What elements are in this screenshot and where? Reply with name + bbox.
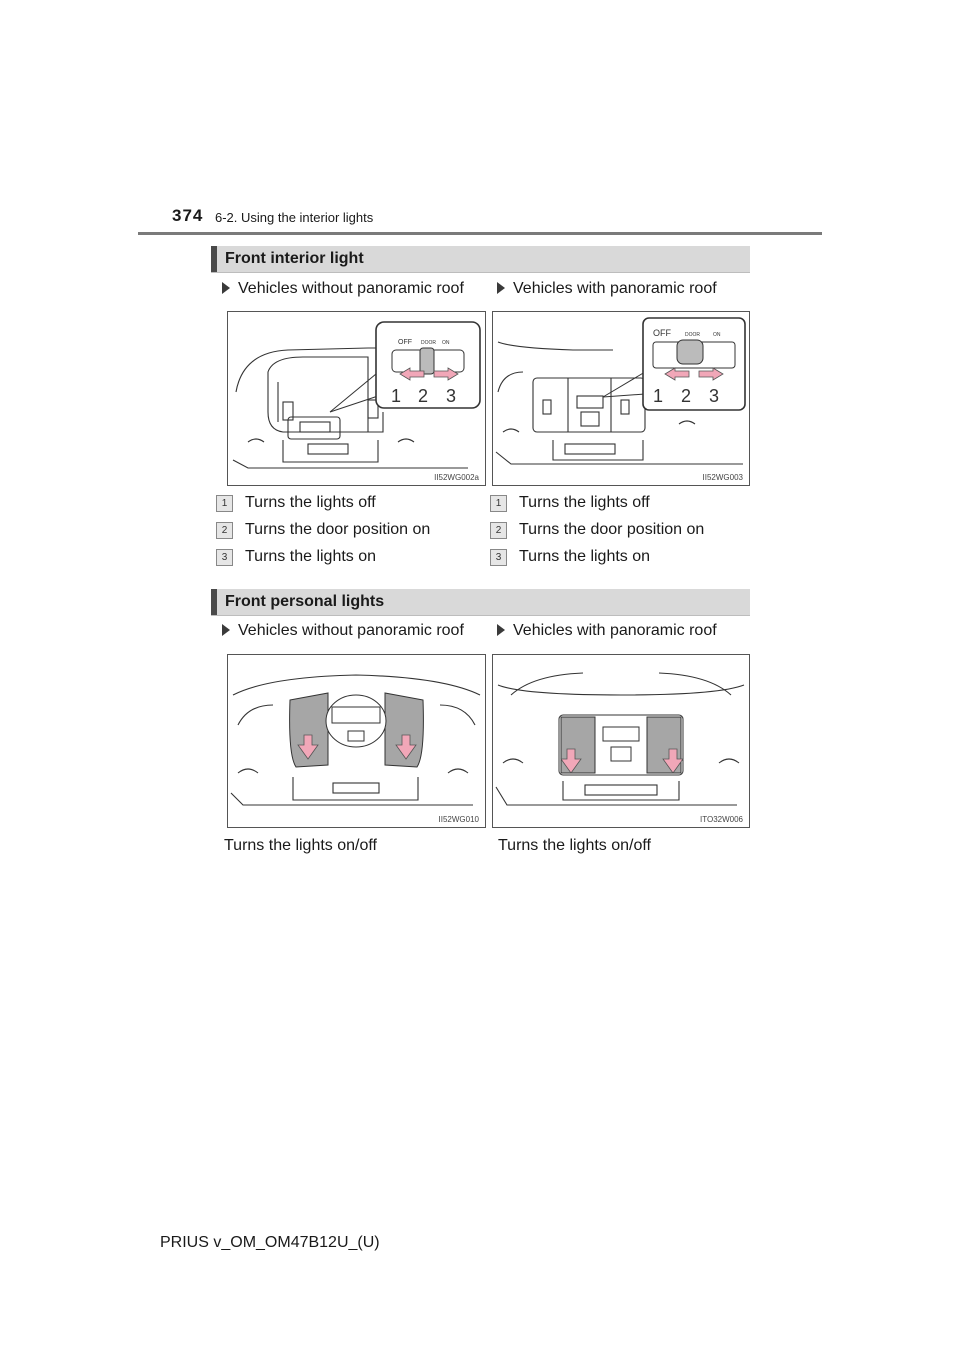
- bullet-triangle-icon: [497, 624, 505, 636]
- section-header-front-interior-light: [211, 246, 750, 273]
- figure-code: II52WG010: [438, 815, 479, 824]
- callout-2: 2: [418, 386, 429, 406]
- bullet-triangle-icon: [497, 282, 505, 294]
- section-header-front-personal-lights: [211, 589, 750, 616]
- interior-light-illustration: [228, 312, 485, 485]
- number-badge: 1: [216, 495, 233, 512]
- switch-label-door: DOOR: [685, 332, 700, 338]
- number-badge: 3: [490, 549, 507, 566]
- switch-label-on: ON: [713, 332, 721, 338]
- number-badge: 1: [490, 495, 507, 512]
- variant-label-no-roof: Vehicles without panoramic roof: [222, 280, 464, 298]
- section-stripe: [211, 589, 217, 615]
- number-badge: 2: [216, 522, 233, 539]
- bullet-triangle-icon: [222, 282, 230, 294]
- number-badge: 2: [490, 522, 507, 539]
- variant-label-no-roof: Vehicles without panoramic roof: [222, 622, 464, 640]
- figure-personal-lights-panoramic-roof: [492, 654, 750, 828]
- figure-interior-light-no-roof: [227, 311, 486, 486]
- figure-code: II52WG003: [702, 473, 743, 482]
- bullet-triangle-icon: [222, 624, 230, 636]
- figure-personal-lights-no-roof: [227, 654, 486, 828]
- number-badge: 3: [216, 549, 233, 566]
- variant-label-panoramic-roof: Vehicles with panoramic roof: [497, 280, 717, 298]
- switch-label-off: OFF: [653, 328, 671, 338]
- figure-code: ITO32W006: [700, 815, 743, 824]
- section-stripe: [211, 246, 217, 272]
- callout-1: 1: [391, 386, 402, 406]
- callout-3: 3: [446, 386, 457, 406]
- callout-3: 3: [709, 386, 720, 406]
- variant-label-panoramic-roof: Vehicles with panoramic roof: [497, 622, 717, 640]
- figure-code: II52WG002a: [434, 473, 479, 482]
- page-number: 374: [172, 206, 204, 225]
- callout-1: 1: [653, 386, 664, 406]
- interior-light-illustration: [493, 312, 749, 485]
- personal-lights-illustration: [493, 655, 749, 827]
- switch-label-off: OFF: [398, 339, 412, 346]
- header-rule: [138, 232, 822, 235]
- list-item: 1 Turns the lights off: [490, 494, 650, 512]
- switch-label-on: ON: [442, 340, 450, 346]
- caption-no-roof: Turns the lights on/off: [224, 837, 377, 854]
- personal-lights-illustration: [228, 655, 485, 827]
- figure-interior-light-panoramic-roof: [492, 311, 750, 486]
- list-item: 1 Turns the lights off: [216, 494, 376, 512]
- caption-panoramic-roof: Turns the lights on/off: [498, 837, 651, 854]
- list-item: 3 Turns the lights on: [490, 548, 650, 566]
- section-title: Front personal lights: [225, 593, 385, 610]
- document-id: PRIUS v_OM_OM47B12U_(U): [160, 1234, 380, 1251]
- list-item: 2 Turns the door position on: [216, 521, 430, 539]
- section-title: Front interior light: [225, 250, 364, 267]
- list-item: 2 Turns the door position on: [490, 521, 704, 539]
- switch-label-door: DOOR: [421, 340, 436, 346]
- chapter-title: 6-2. Using the interior lights: [215, 210, 374, 225]
- callout-2: 2: [681, 386, 692, 406]
- list-item: 3 Turns the lights on: [216, 548, 376, 566]
